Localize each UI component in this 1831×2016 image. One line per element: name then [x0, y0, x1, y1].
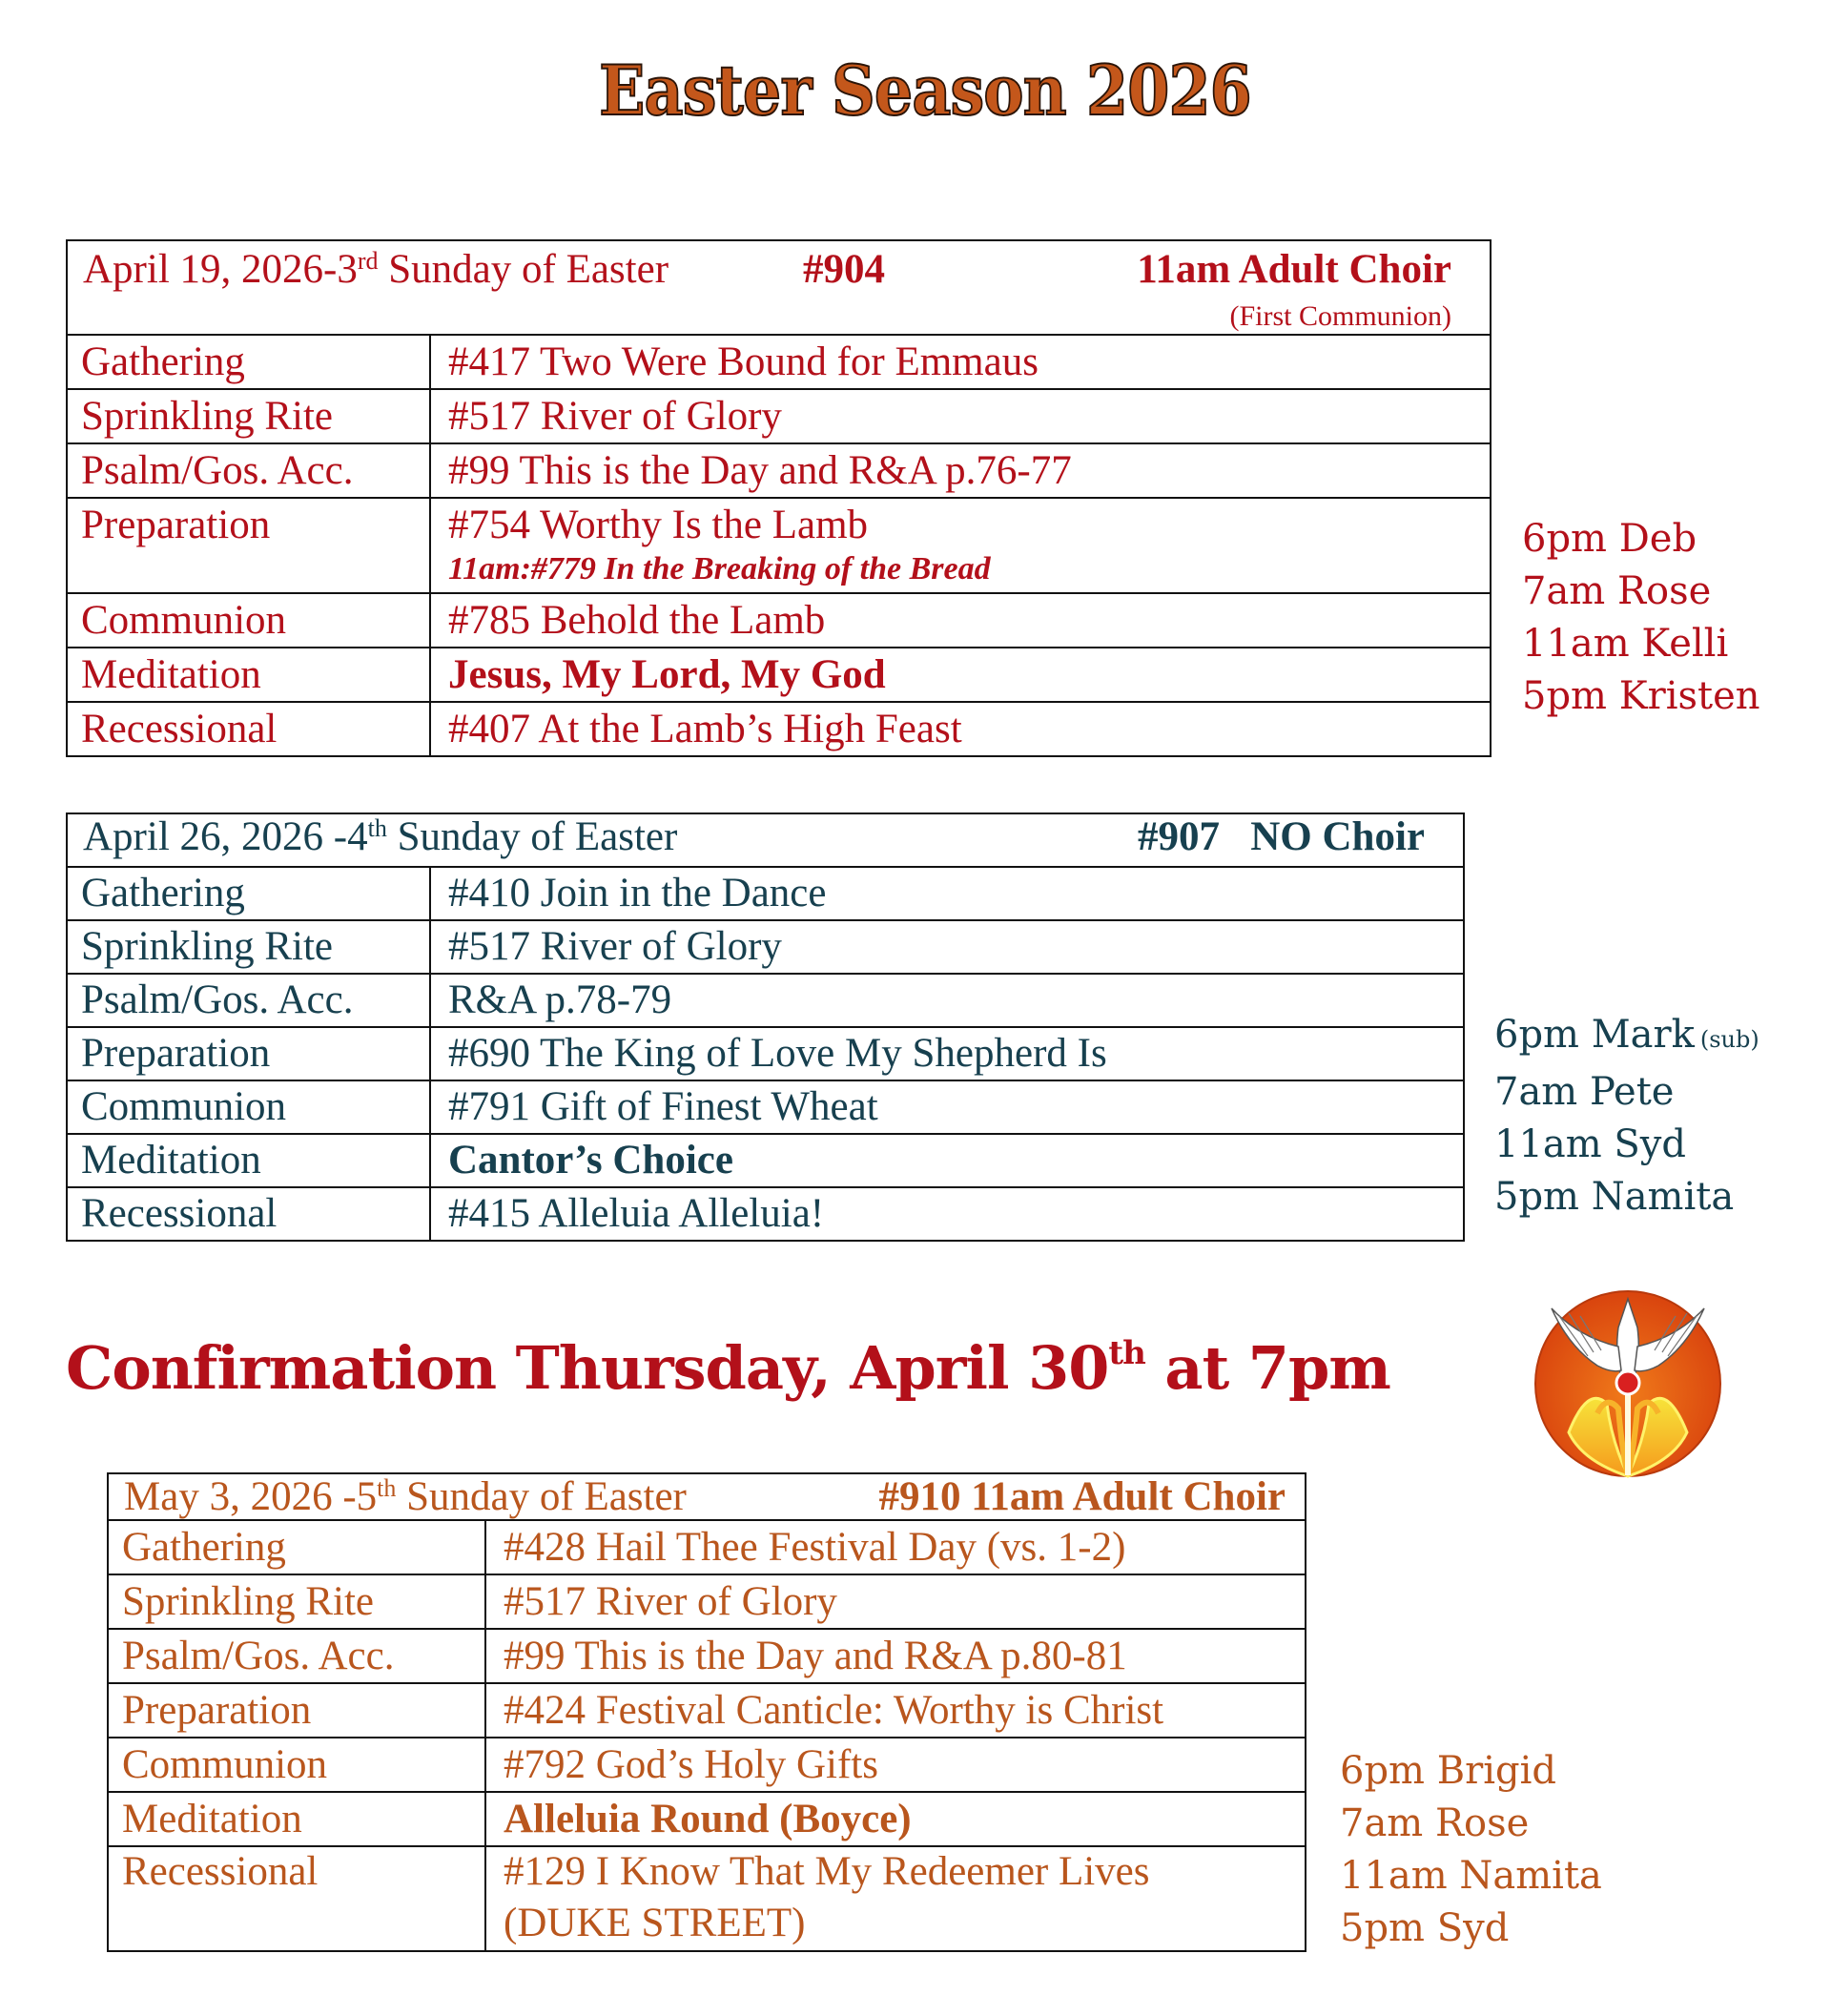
choir-label: 11am Adult Choir: [1137, 247, 1451, 292]
cantor-item: 5pm Kristen: [1522, 674, 1760, 718]
cantor-item: 5pm Namita: [1494, 1175, 1735, 1219]
header-cell: [67, 240, 1491, 335]
table-row: Preparation #690 The King of Love My Shepherd Is: [67, 1027, 1464, 1080]
cantor-item: 11am Namita: [1340, 1854, 1602, 1898]
table-row: Preparation #424 Festival Canticle: Worthy is Christ: [108, 1683, 1306, 1738]
table-row: Psalm/Gos. Acc. #99 This is the Day and R&A p.76-77: [67, 443, 1491, 498]
cantor-list-april-26: [1494, 1009, 1759, 1224]
cantor-item: 11am Syd: [1494, 1122, 1686, 1166]
cantor-list-april-19: [1522, 513, 1760, 723]
cantor-item: 5pm Syd: [1340, 1906, 1510, 1950]
holy-spirit-dove-flame-icon: [1531, 1289, 1726, 1478]
cantor-item: 7am Rose: [1340, 1801, 1530, 1845]
service-date: May 3, 2026 -5th Sunday of Easter: [124, 1474, 687, 1519]
table-header-row: [67, 813, 1464, 867]
service-note: (First Communion): [1229, 300, 1451, 332]
table-row: Psalm/Gos. Acc. #99 This is the Day and R&A p.80-81: [108, 1629, 1306, 1683]
service-date: April 19, 2026-3rd Sunday of Easter: [83, 247, 669, 292]
service-date: April 26, 2026 -4th Sunday of Easter: [83, 814, 678, 859]
table-row: Meditation Jesus, My Lord, My God: [67, 648, 1491, 702]
table-row: Meditation Alleluia Round (Boyce): [108, 1792, 1306, 1846]
table-row: Gathering #428 Hail Thee Festival Day (vs. 1-2): [108, 1520, 1306, 1574]
header-cell: [108, 1473, 1306, 1520]
table-row: Gathering #410 Join in the Dance: [67, 867, 1464, 920]
table-row: Psalm/Gos. Acc. R&A p.78-79: [67, 974, 1464, 1027]
header-cell: [67, 813, 1464, 867]
cantor-item: 7am Rose: [1522, 569, 1712, 613]
table-row: Sprinkling Rite #517 River of Glory: [108, 1574, 1306, 1629]
substitute-note: (sub): [1699, 1026, 1759, 1053]
cantor-item: 7am Pete: [1494, 1070, 1675, 1114]
alternate-hymn-note: 11am:#779 In the Breaking of the Bread: [448, 551, 991, 587]
cantor-item: 11am Kelli: [1522, 622, 1729, 666]
table-row: Sprinkling Rite #517 River of Glory: [67, 389, 1491, 443]
mass-setting-number: #904: [803, 247, 885, 292]
table-row: Recessional #407 At the Lamb’s High Feast: [67, 702, 1491, 756]
table-row: Gathering #417 Two Were Bound for Emmaus: [67, 335, 1491, 389]
table-row: Sprinkling Rite #517 River of Glory: [67, 920, 1464, 974]
confirmation-announcement: Confirmation Thursday, April 30th at 7pm: [66, 1333, 1390, 1403]
schedule-table-may-3: [107, 1472, 1306, 1952]
table-row: Communion #792 God’s Holy Gifts: [108, 1738, 1306, 1792]
table-row: Meditation Cantor’s Choice: [67, 1134, 1464, 1187]
cantor-list-may-3: [1340, 1745, 1602, 1955]
cantor-item: 6pm Deb: [1522, 517, 1697, 561]
hymn-title: #754 Worthy Is the Lamb: [448, 503, 869, 547]
table-row: Recessional #415 Alleluia Alleluia!: [67, 1187, 1464, 1241]
hymn-tune: (DUKE STREET): [504, 1900, 806, 1945]
cantor-item: 6pm Brigid: [1340, 1749, 1557, 1793]
schedule-table-april-19: [66, 239, 1492, 757]
table-header-row: [108, 1473, 1306, 1520]
schedule-table-april-26: [66, 813, 1465, 1242]
table-row: Preparation #754 Worthy Is the Lamb 11am:#779 In the Breaking of the Bread: [67, 498, 1491, 593]
table-row: Recessional #129 I Know That My Redeemer Lives (DUKE STREET): [108, 1846, 1306, 1951]
hymn-title: #129 I Know That My Redeemer Lives: [504, 1849, 1150, 1895]
table-header-row: [67, 240, 1491, 335]
cantor-item: 6pm Mark (sub): [1494, 1013, 1759, 1057]
choir-label: #907 NO Choir: [1138, 814, 1425, 859]
table-row: Communion #791 Gift of Finest Wheat: [67, 1080, 1464, 1134]
choir-label: #910 11am Adult Choir: [878, 1474, 1286, 1519]
table-row: Communion #785 Behold the Lamb: [67, 593, 1491, 648]
page-title: Easter Season 2026: [599, 50, 1251, 131]
